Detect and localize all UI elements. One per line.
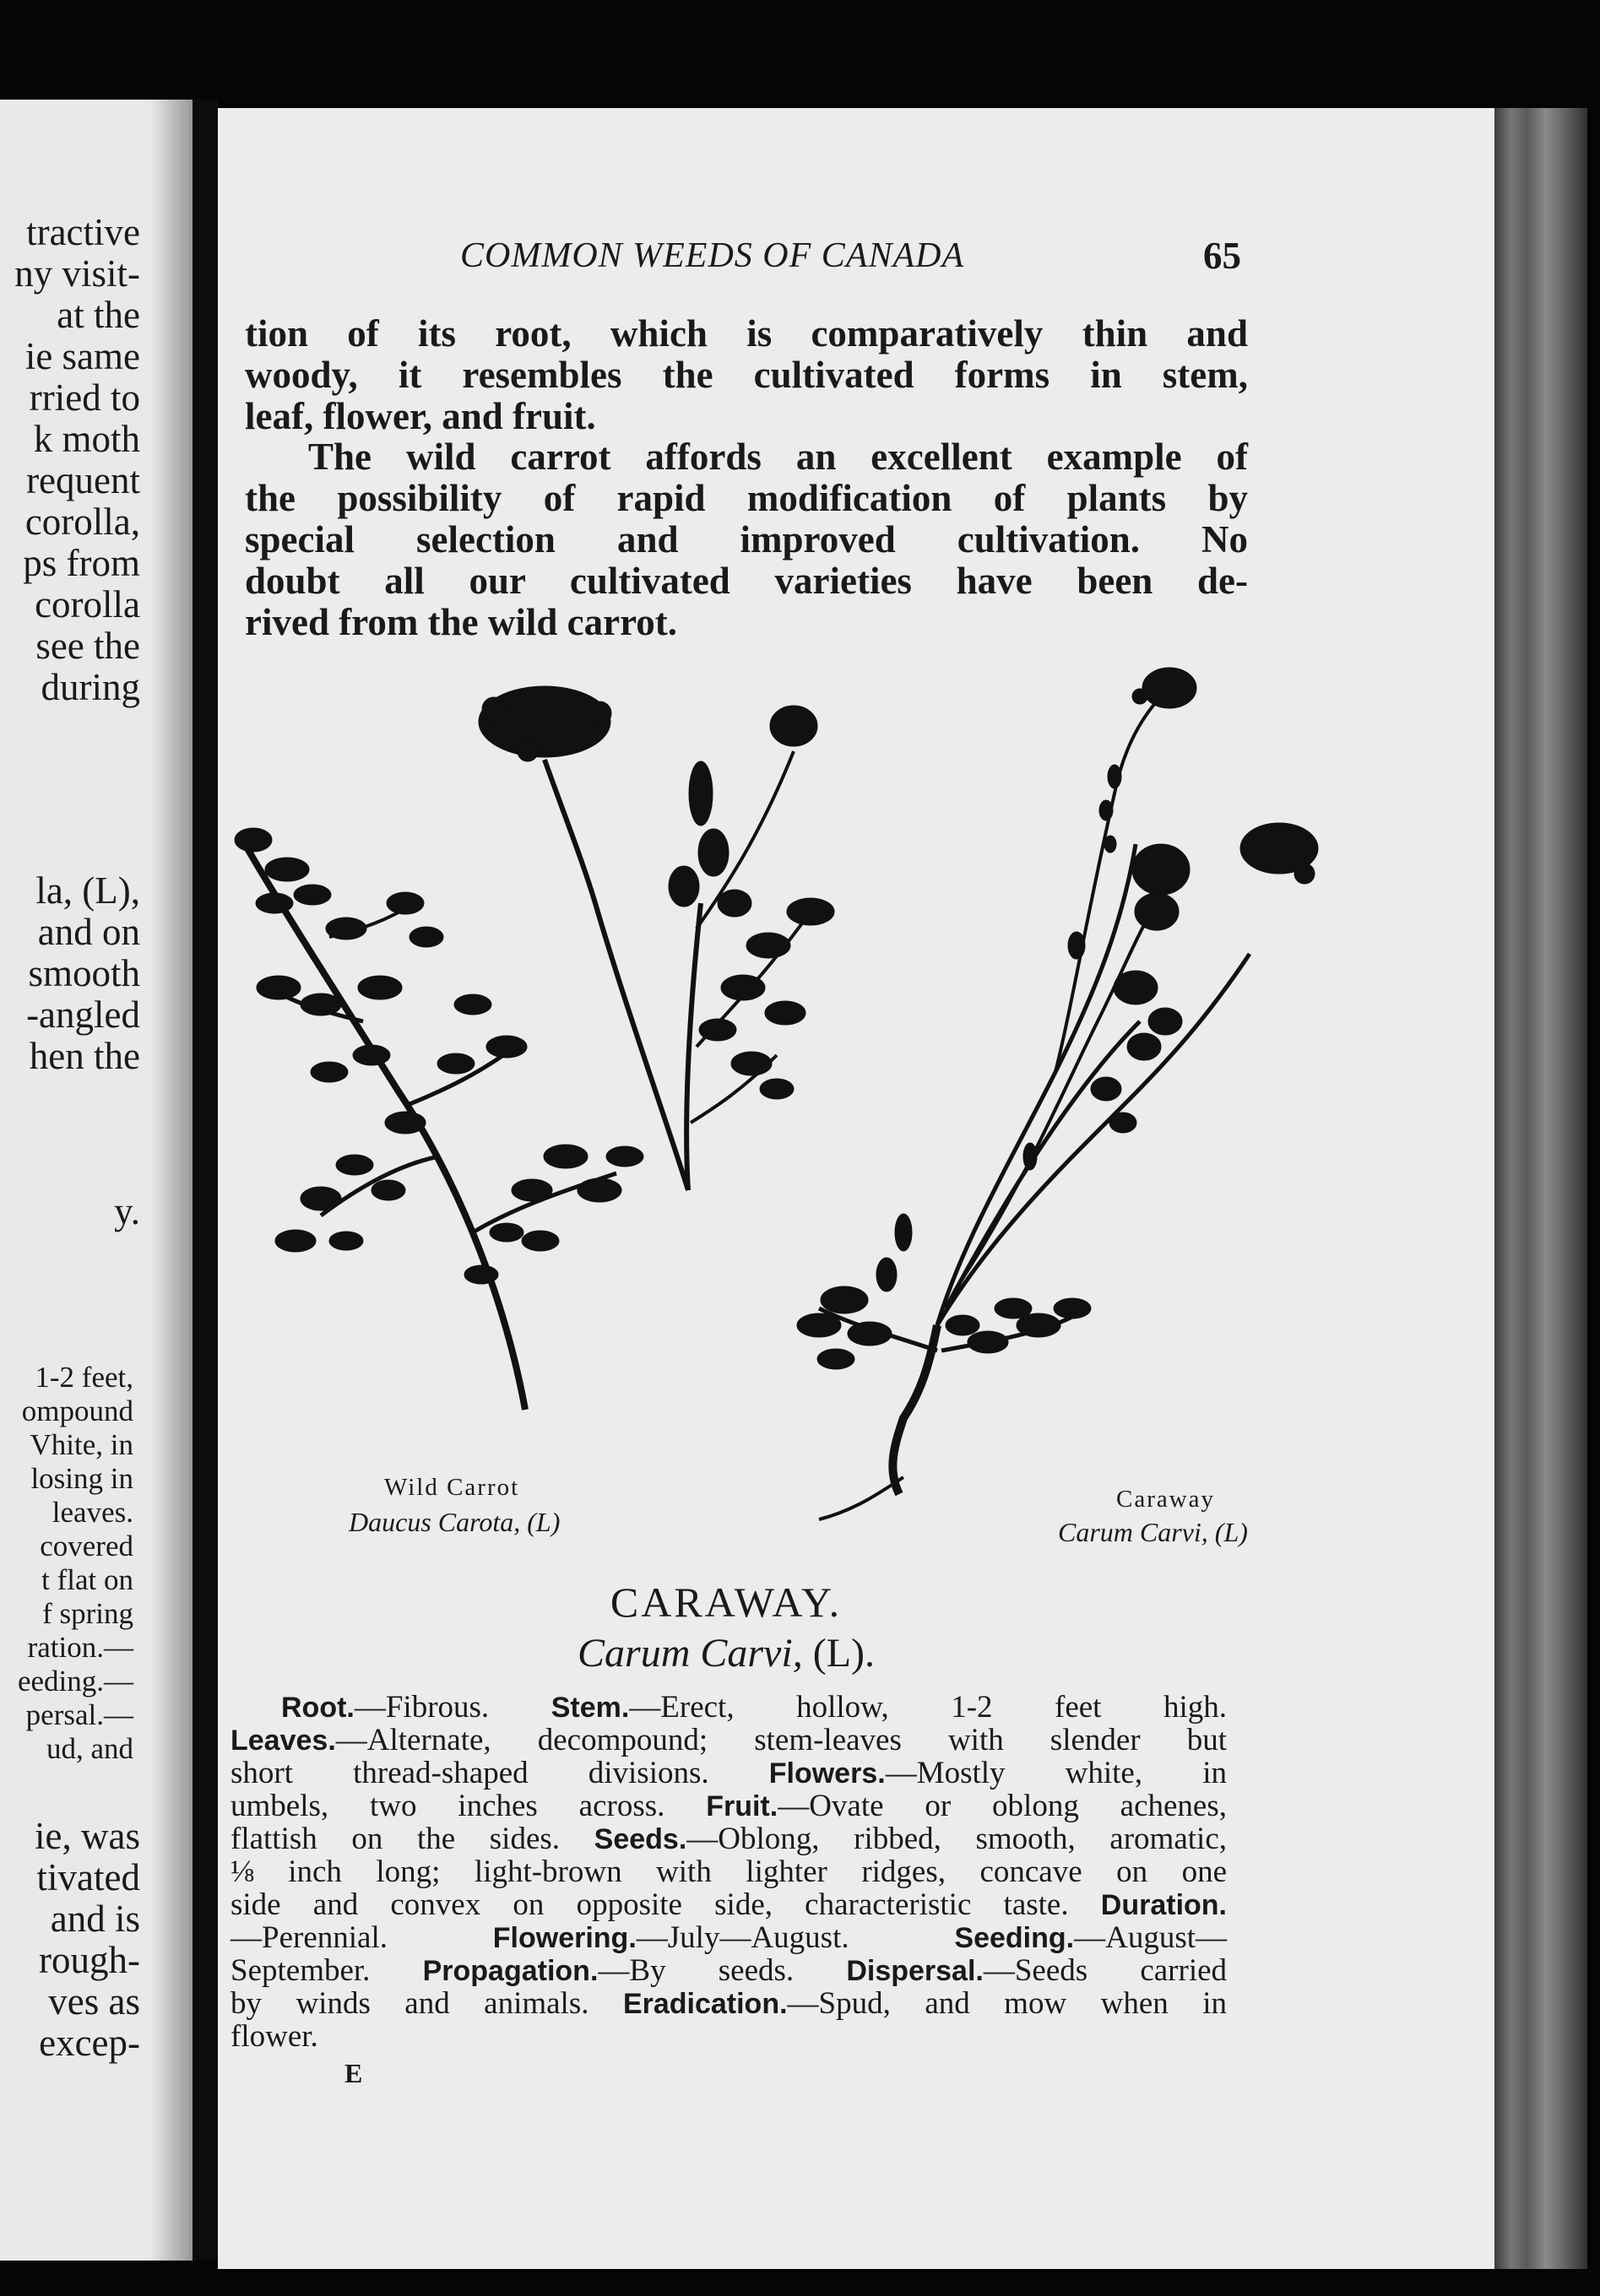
field-text: short thread-shaped divisions.: [231, 1756, 769, 1790]
field-label: Flowering.: [492, 1922, 637, 1954]
caraway-plant: [797, 668, 1318, 1519]
left-page-line: excep-: [39, 2022, 140, 2064]
field-text: —Alternate, decompound; stem-leaves with slender but: [335, 1723, 1227, 1757]
description-line: [231, 1888, 1227, 1922]
field-label: Stem.: [551, 1692, 630, 1724]
left-page-line: ny visit-: [14, 252, 140, 295]
signature-mark: E: [344, 2058, 363, 2088]
left-page-line: losing in: [30, 1462, 133, 1495]
section-title: CARAWAY.: [610, 1578, 843, 1626]
field-text: —Fibrous.: [354, 1690, 551, 1725]
page-shadow: [150, 100, 193, 2261]
left-page-line: and is: [50, 1898, 140, 1940]
left-page-line: la, (L),: [35, 869, 140, 912]
left-page-line: ves as: [48, 1980, 140, 2023]
wild-carrot-flower-stalk: [479, 686, 834, 1190]
description-line: [231, 1822, 1227, 1856]
left-page-line: y.: [114, 1190, 140, 1232]
body-text-line: doubt all our cultivated varieties have been de-: [245, 560, 1248, 602]
left-page-line: corolla,: [24, 501, 140, 543]
field-text: —Mostly white, in: [885, 1756, 1228, 1790]
page-number: 65: [1203, 235, 1241, 277]
left-page-line: ration.—: [27, 1631, 133, 1664]
left-page-line: covered: [40, 1530, 133, 1562]
field-text: —July—August.: [636, 1920, 955, 1955]
running-head: COMMON WEEDS OF CANADA: [460, 236, 965, 275]
field-text: —August—: [1074, 1920, 1227, 1955]
left-page-line: ompound: [21, 1394, 133, 1427]
field-text: —Ovate or oblong achenes,: [778, 1789, 1227, 1823]
body-text-line: leaf, flower, and fruit.: [245, 395, 596, 437]
figure-caption-caraway: Caraway: [1116, 1486, 1216, 1513]
field-label: Duration.: [1100, 1889, 1227, 1921]
left-page-line: -angled: [26, 994, 140, 1036]
field-text: —Perennial.: [231, 1920, 493, 1955]
left-page-line: rough-: [39, 1939, 140, 1981]
description-line: [231, 1987, 1227, 2021]
field-text: flower.: [231, 2019, 318, 2054]
field-text: flattish on the sides.: [231, 1822, 594, 1856]
left-page-line: ud, and: [46, 1732, 133, 1765]
description-line: [231, 1855, 1227, 1889]
field-label: Seeds.: [594, 1823, 687, 1855]
left-page: [0, 100, 193, 2261]
description-line: [231, 2020, 1227, 2054]
field-text: —By seeds.: [598, 1953, 847, 1988]
body-text-line: The wild carrot affords an excellent example of: [308, 436, 1248, 478]
wild-carrot-leaf-branch: [235, 828, 643, 1410]
field-text: —Seeds carried: [983, 1953, 1228, 1988]
body-text-line: woody, it resembles the cultivated forms in stem,: [245, 354, 1248, 396]
description-line: [231, 1921, 1227, 1955]
field-label: Eradication.: [622, 1988, 788, 2020]
body-text-line: rived from the wild carrot.: [245, 601, 677, 643]
left-page-line: hen the: [29, 1035, 140, 1077]
left-page-line: 1-2 feet,: [35, 1361, 133, 1394]
page-edge: [1494, 108, 1587, 2269]
left-page-line: rried to: [29, 376, 140, 419]
description-line: [231, 1790, 1227, 1823]
description-line: [231, 1757, 1227, 1790]
left-page-line: tivated: [36, 1856, 140, 1898]
left-page-line: smooth: [28, 952, 140, 994]
description-line: [281, 1691, 1227, 1725]
field-text: —Oblong, ribbed, smooth, aromatic,: [686, 1822, 1227, 1856]
left-page-line: ie same: [24, 335, 140, 377]
field-label: Root.: [281, 1692, 355, 1724]
field-text: side and convex on opposite side, characteristic taste.: [231, 1887, 1101, 1922]
left-page-line: ps from: [23, 542, 140, 584]
field-label: Propagation.: [422, 1955, 599, 1987]
field-label: Leaves.: [231, 1725, 336, 1757]
field-label: Seeding.: [954, 1922, 1075, 1954]
left-page-line: ie, was: [35, 1815, 140, 1857]
figure-caption-wild-carrot: Wild Carrot: [384, 1474, 520, 1501]
plant-illustration: [228, 650, 1410, 1570]
field-text: —Erect, hollow, 1-2 feet high.: [629, 1690, 1227, 1725]
field-text: ⅛ inch long; light-brown with lighter ridges, concave on one: [231, 1855, 1227, 1889]
left-page-line: f spring: [42, 1597, 133, 1630]
field-text: by winds and animals.: [231, 1986, 623, 2021]
left-page-line: t flat on: [41, 1563, 133, 1596]
left-page-line: requent: [26, 459, 140, 501]
left-page-line: tractive: [26, 211, 140, 253]
left-page-line: Vhite, in: [30, 1428, 133, 1461]
book-gutter: [193, 100, 218, 2261]
latin-binomial: Carum Carvi,: [578, 1631, 803, 1676]
left-page-line: k moth: [33, 418, 140, 460]
left-page-line: see the: [35, 625, 140, 667]
left-page-line: leaves.: [52, 1496, 133, 1529]
left-page-line: at the: [57, 294, 140, 336]
figure-caption-caraway-latin: Carum Carvi, (L): [1058, 1517, 1248, 1547]
figure-caption-wild-carrot-latin: Daucus Carota, (L): [349, 1507, 561, 1537]
left-page-line: during: [41, 666, 140, 708]
left-page-line: and on: [37, 911, 140, 953]
left-page-line: eeding.—: [17, 1665, 133, 1698]
body-text-line: the possibility of rapid modification of plants by: [245, 477, 1248, 519]
left-page-line: corolla: [35, 583, 140, 625]
body-text-line: tion of its root, which is comparatively thin and: [245, 312, 1248, 355]
body-text-line: special selection and improved cultivation. No: [245, 518, 1248, 560]
field-label: Flowers.: [768, 1757, 886, 1790]
left-page-line: persal.—: [25, 1698, 133, 1731]
field-text: umbels, two inches across.: [231, 1789, 707, 1823]
field-label: Fruit.: [706, 1790, 778, 1822]
description-line: [231, 1954, 1227, 1988]
field-text: —Spud, and mow when in: [787, 1986, 1227, 2021]
description-line: [231, 1724, 1227, 1757]
field-text: September.: [231, 1953, 423, 1988]
section-latin-name: [498, 1631, 954, 1676]
field-label: Dispersal.: [846, 1955, 984, 1987]
latin-authority: (L).: [812, 1631, 875, 1676]
